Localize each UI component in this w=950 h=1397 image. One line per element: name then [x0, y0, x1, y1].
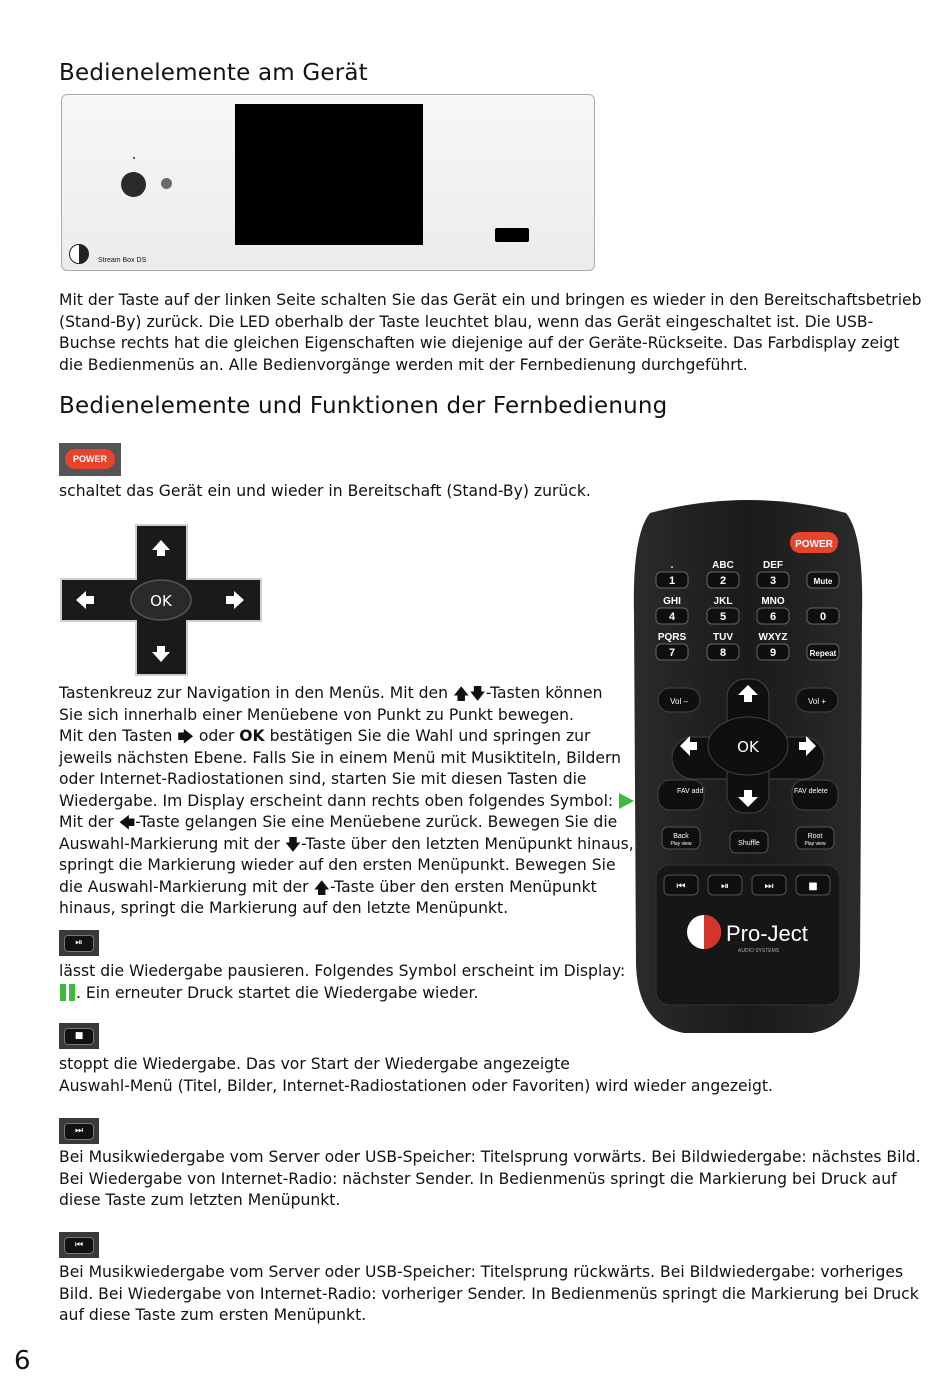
- dpad-ok-label: OK: [150, 592, 172, 610]
- remote-key-letters: .: [670, 560, 674, 571]
- dpad-image: [60, 524, 262, 676]
- next-button-image: [59, 1118, 99, 1144]
- arrow-up-icon: 🡅: [313, 877, 330, 897]
- remote-prev-icon: ⏮: [676, 881, 686, 892]
- root-label: Root: [807, 833, 823, 840]
- remote-key-letters: DEF: [763, 560, 783, 571]
- remote-key-label: 6: [769, 611, 777, 623]
- remote-key-letters: WXYZ: [758, 632, 788, 643]
- remote-key-letters: ABC: [712, 560, 734, 571]
- stop-description: stoppt die Wiedergabe. Das vor Start der Wiedergabe angezeigte Auswahl-Menü (Titel, Bilder, Internet-Radiostationen oder Favoriten) wird wieder angezeigt.: [59, 1055, 773, 1095]
- device-label: Stream Box DS: [98, 257, 147, 264]
- remote-key-label: 9: [769, 647, 777, 659]
- remote-key-letters: GHI: [663, 596, 681, 607]
- playpause-icon: ⏯: [64, 935, 94, 952]
- color-display: [235, 104, 423, 245]
- remote-playpause-icon: ⏯: [721, 881, 729, 892]
- arrow-left-icon: 🡄: [118, 813, 136, 832]
- remote-key-label: Repeat: [809, 649, 837, 658]
- project-logo-icon: [69, 244, 89, 264]
- remote-control-image: [632, 495, 864, 1039]
- device-power-button: [121, 172, 146, 197]
- remote-key-label: 0: [819, 611, 827, 623]
- arrow-right-icon: 🡆: [177, 727, 194, 746]
- remote-next-icon: ⏭: [764, 881, 774, 892]
- stop-button-image: [59, 1023, 99, 1049]
- remote-stop-icon: ■: [808, 881, 818, 892]
- led-indicator: [133, 157, 135, 159]
- arrow-up-down-icon: 🡅🡇: [452, 684, 486, 703]
- prev-button-image: [59, 1232, 99, 1258]
- remote-key-label: 3: [769, 575, 777, 587]
- device-front-panel-image: [61, 94, 595, 271]
- fav-delete-label: FAV delete: [794, 788, 828, 795]
- root-sub-label: Play view: [804, 841, 826, 847]
- remote-ok-label: OK: [737, 738, 759, 756]
- back-label: Back: [673, 833, 689, 840]
- remote-key-letters: TUV: [713, 632, 733, 643]
- page-number: 6: [14, 1346, 31, 1376]
- brand-sub: AUDIO SYSTEMS: [738, 948, 780, 954]
- fav-add-label: FAV add: [677, 788, 704, 795]
- section-title-remote: Bedienelemente und Funktionen der Fernbedienung: [59, 393, 668, 419]
- arrow-down-icon: 🡇: [284, 834, 302, 854]
- remote-key-letters: MNO: [761, 596, 785, 607]
- back-sub-label: Play view: [670, 841, 692, 847]
- power-description: schaltet das Gerät ein und wieder in Bereitschaft (Stand-By) zurück.: [59, 482, 591, 500]
- prev-description: Bei Musikwiedergabe vom Server oder USB-Speicher: Titelsprung rückwärts. Bei Bildwiedergabe: vorheriges Bild. Bei Wiedergabe von Internet-Radio: vorheriger Sender. In Bedienmenüs springt die Markierung bei Druck auf diese Taste zum ersten Menüpunkt.: [59, 1263, 919, 1324]
- remote-key-label: 5: [719, 611, 727, 623]
- device-description: Mit der Taste auf der linken Seite schalten Sie das Gerät ein und bringen es wieder in den Bereitschaftsbetrieb (Stand-By) zurück. Die LED oberhalb der Taste leuchtet blau, wenn das Gerät eingeschaltet ist. Die USB- Buchse rechts hat die gleichen Eigenschaften wie diejenige auf der Geräte-Rückseite. Das Farbdisplay zeigt die Bedienmenüs an. Alle Bedienvorgänge werden mit der Fernbedienung durchgeführt.: [59, 291, 922, 374]
- vol-minus-label: Vol –: [670, 697, 688, 706]
- playpause-button-image: [59, 930, 99, 956]
- brand-logo: Pro-Ject: [726, 921, 808, 946]
- remote-key-label: 8: [719, 647, 727, 659]
- remote-key-label: 4: [668, 611, 676, 623]
- remote-key-letters: JKL: [713, 596, 733, 607]
- remote-key-label: 1: [668, 575, 676, 587]
- power-button-label: POWER: [65, 449, 115, 469]
- pause-symbol-icon: [59, 984, 76, 1001]
- section-title-device: Bedienelemente am Gerät: [59, 60, 368, 86]
- remote-power-label: POWER: [795, 539, 833, 550]
- stop-icon: ■: [64, 1028, 94, 1045]
- next-description: Bei Musikwiedergabe vom Server oder USB-Speicher: Titelsprung vorwärts. Bei Bildwiedergabe: nächstes Bild. Bei Wiedergabe von Internet-Radio: nächster Sender. In Bedienmenüs springt die Markierung bei Druck auf diese Taste zum letzten Menüpunkt.: [59, 1148, 921, 1209]
- remote-key-label: 2: [719, 575, 727, 587]
- power-button-image: [59, 443, 121, 476]
- remote-key-label: 7: [668, 647, 676, 659]
- skip-back-icon: ⏮: [64, 1237, 94, 1254]
- skip-forward-icon: ⏭: [64, 1123, 94, 1140]
- remote-key-label: Mute: [813, 577, 833, 586]
- playpause-description: lässt die Wiedergabe pausieren. Folgendes Symbol erscheint im Display: . Ein erneuter Druck startet die Wiedergabe wieder.: [59, 962, 626, 1002]
- vol-plus-label: Vol +: [807, 697, 827, 706]
- nav-description: Tastenkreuz zur Navigation in den Menüs. Mit den 🡅🡇-Tasten können Sie sich innerhalb einer Menüebene von Punkt zu Punkt bewegen. Mit den Tasten 🡆 oder OK bestätigen Sie die Wahl und springen zur jeweils nächsten Ebene. Falls Sie in einem Menü mit Musiktiteln, Bildern oder Internet-Radiostationen sind, starten Sie mit diesen Tasten die Wiedergabe. Im Display erscheint dann rechts oben folgendes Symbol: Mit der 🡄-Taste gelangen Sie eine Menüebene zurück. Bewegen Sie die Auswahl-Markierung mit der 🡇-Taste über den letzten Menüpunkt hinaus, springt die Markierung wieder auf den ersten Menüpunkt. Bewegen Sie die Auswahl-Markierung mit der 🡅-Taste über den ersten Menüpunkt hinaus, springt die Markierung auf den letzte Menüpunkt.: [59, 684, 634, 917]
- usb-port: [495, 228, 529, 242]
- ir-sensor: [161, 178, 172, 189]
- shuffle-label: Shuffle: [738, 840, 760, 847]
- remote-key-letters: PQRS: [657, 632, 687, 643]
